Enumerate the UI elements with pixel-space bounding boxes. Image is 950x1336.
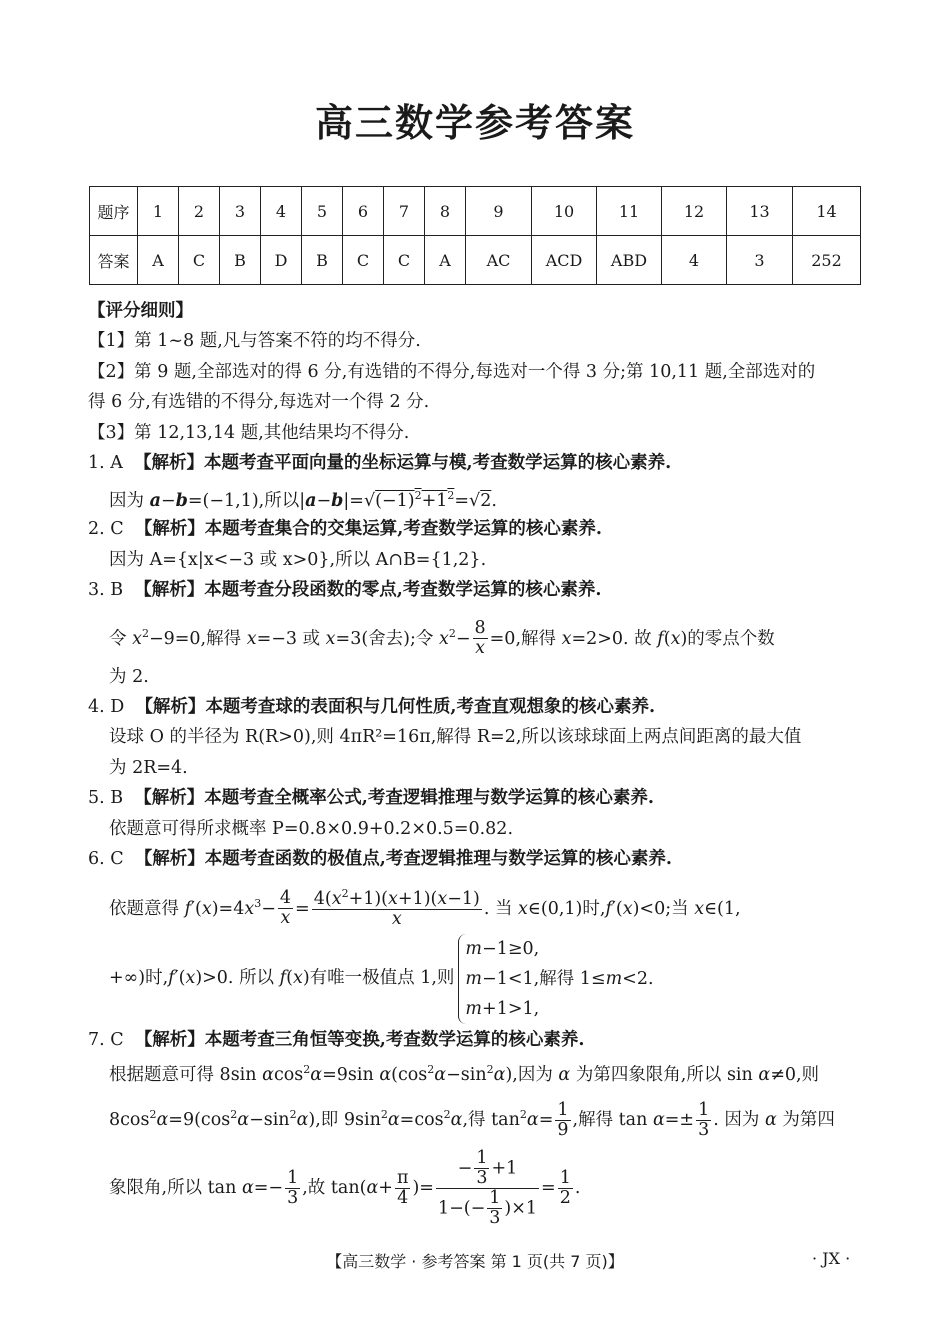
q7-solution: 象限角,所以 tan α=− $\frac{1}{3}$ ,故 tan(α+ $\frac{\pi}{4}$ )= − $\frac{1}{3}$ +1 1−(− $\frac{1}{3}$ )×1 = $\frac{1}{2}$ . [109,1147,581,1229]
question-number-cell: 6 [343,187,384,236]
question-number-cell: 2 [179,187,220,236]
question-number-cell: 12 [662,187,727,236]
q6-solution: 依题意得 $f'(x)=4x^3-$ $\frac{4}{x}$ = $\frac{4(x^2+1)(x+1)(x-1)}{x}$ . 当 x∈(0,1)时,f′(x)<0;当 x∈(1, [109,887,741,930]
question-number-cell: 4 [261,187,302,236]
answer-cell: A [138,236,179,285]
table-row-answers [90,236,861,285]
q4-heading: 4. D 【解析】本题考查球的表面积与几何性质,考查直观想象的核心素养. [88,697,656,718]
question-number-cell: 3 [220,187,261,236]
page-footer: 【高三数学 · 参考答案 第 1 页(共 7 页)】 [326,1252,624,1271]
page-title: 高三数学参考答案 [314,101,635,145]
answer-cell: C [384,236,425,285]
question-number-cell: 1 [138,187,179,236]
q2-heading: 2. C 【解析】本题考查集合的交集运算,考查数学运算的核心素养. [88,519,602,540]
q5-solution: 依题意可得所求概率 P=0.8×0.9+0.2×0.5=0.82. [109,818,514,839]
question-number-cell: 13 [727,187,793,236]
answer-cell: AC [466,236,532,285]
solution-body [88,296,863,1236]
answer-cell: 3 [727,236,793,285]
q5-heading: 5. B 【解析】本题考查全概率公式,考查逻辑推理与数学运算的核心素养. [88,788,654,809]
q3-solution: 令 $x^2-9=0$,解得 x=−3 或 x=3(舍去);令 $x^2-$ $\frac{8}{x}$ =0,解得 x=2>0. 故 f(x)的零点个数 [109,618,775,659]
answer-cell: C [179,236,220,285]
q3-heading: 3. B 【解析】本题考查分段函数的零点,考查数学运算的核心素养. [88,580,602,601]
scoring-rule: 【2】第 9 题,全部选对的得 6 分,有选错的不得分,每选对一个得 3 分;第 10,11 题,全部选对的 [88,361,816,382]
answer-cell: D [261,236,302,285]
answer-cell: 4 [662,236,727,285]
q4-solution: 设球 O 的半径为 R(R>0),则 4πR²=16π,解得 R=2,所以该球球面上两点间距离的最大值 [109,727,802,748]
q4-solution-end: 为 2R=4. [109,757,188,778]
question-number-cell: 7 [384,187,425,236]
table-row-numbers [90,187,861,236]
q7-heading: 7. C 【解析】本题考查三角恒等变换,考查数学运算的核心素养. [88,1029,585,1050]
footer-code: · JX · [812,1249,851,1268]
scoring-rule: 【3】第 12,13,14 题,其他结果均不得分. [88,422,410,443]
q1-heading: 1. A 【解析】本题考查平面向量的坐标运算与模,考查数学运算的核心素养. [88,453,672,474]
question-number-cell: 11 [597,187,662,236]
scoring-rule: 【1】第 1~8 题,凡与答案不符的均不得分. [88,331,421,352]
question-number-cell: 5 [302,187,343,236]
answer-cell: A [425,236,466,285]
q3-solution-end: 为 2. [109,666,149,687]
answer-cell: B [220,236,261,285]
row-label: 题序 [90,187,138,236]
question-number-cell: 9 [466,187,532,236]
q2-solution: 因为 A={x|x<−3 或 x>0},所以 A∩B={1,2}. [109,549,487,570]
q7-solution: $8\cos^2\alpha=9(\cos^2\alpha-\sin^2\alpha)$,即 $9\sin^2\alpha=\cos^2\alpha$,得 $\tan^2\alpha=$ $\frac{1}{9}$ ,解得 tan α=± $\frac{1}{3}$ . 因为 α 为第四 [109,1099,835,1140]
question-number-cell: 10 [532,187,597,236]
question-number-cell: 8 [425,187,466,236]
answer-cell: ACD [532,236,597,285]
answer-cell: B [302,236,343,285]
scoring-heading: 【评分细则】 [88,301,193,321]
q1-solution: 因为 a−b=(−1,1),所以$|a-b|=√(-1)^2+1^2=√2$. [109,489,497,512]
answer-table [89,186,861,285]
q7-solution: 根据题意可得 8sin αcos$^2$α=9sin $\alpha(\cos^2\alpha-\sin^2\alpha)$,因为 α 为第四象限角,所以 sin α≠0,则 [109,1062,820,1085]
scoring-rule: 得 6 分,有选错的不得分,每选对一个得 2 分. [88,392,430,413]
answer-cell: ABD [597,236,662,285]
question-number-cell: 14 [793,187,861,236]
q6-heading: 6. C 【解析】本题考查函数的极值点,考查逻辑推理与数学运算的核心素养. [88,849,672,870]
answer-cell: 252 [793,236,861,285]
q6-solution-cases: +∞)时,f′(x)>0. 所以 f(x)有唯一极值点 1,则 m−1≥0, m−1<1,解得 1≤m<2. m+1>1, [88,933,863,1025]
row-label: 答案 [90,236,138,285]
answer-cell: C [343,236,384,285]
